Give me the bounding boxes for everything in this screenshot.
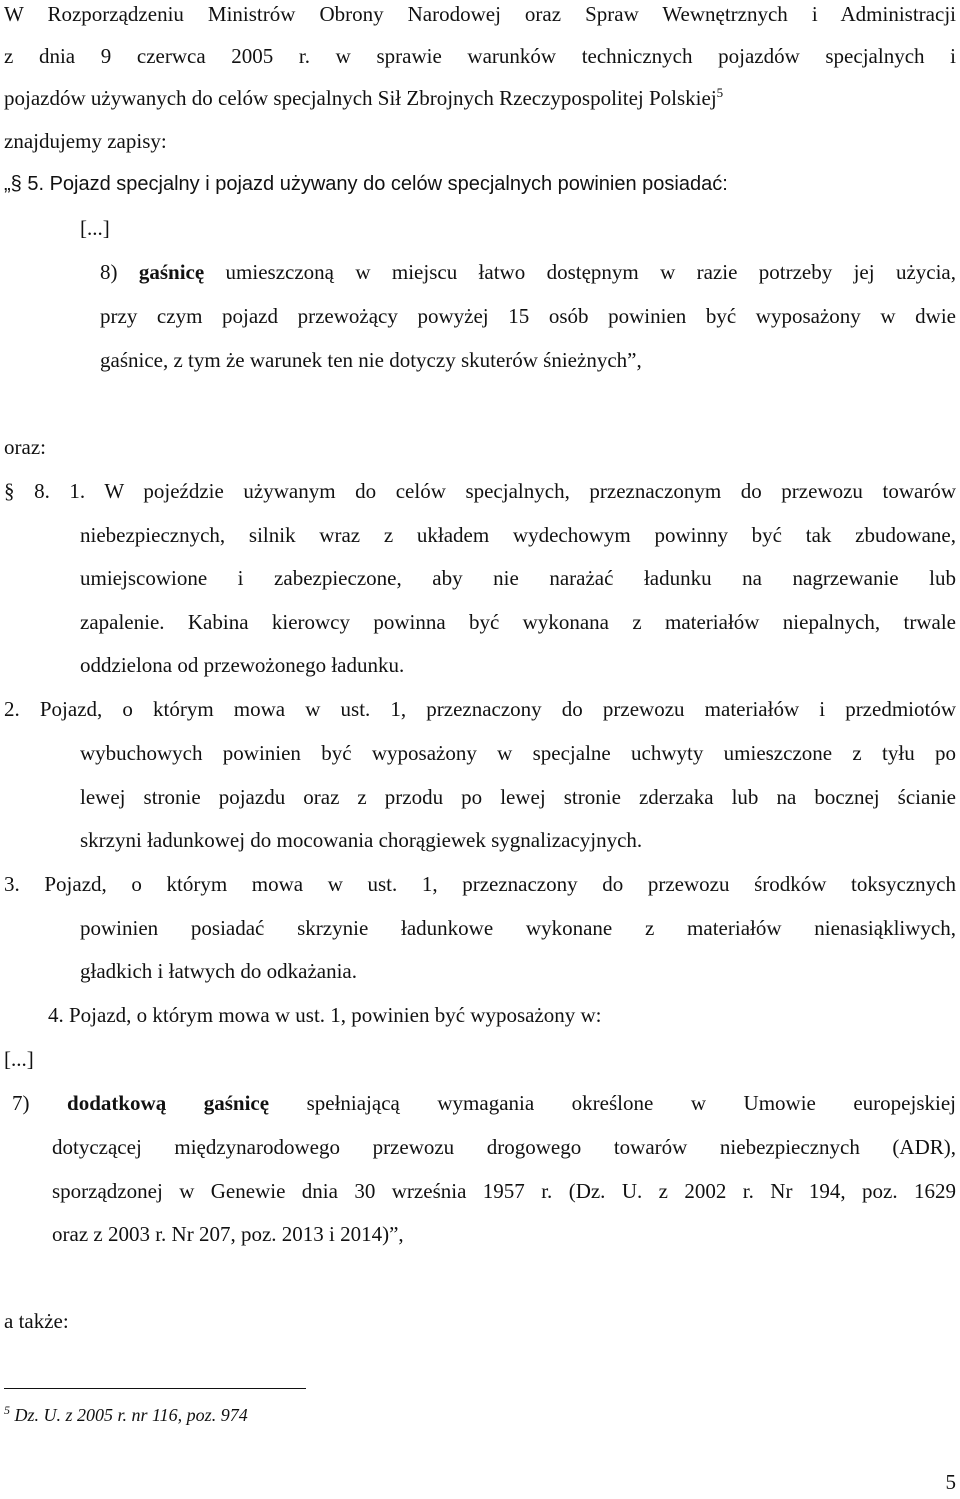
point-8-number: 8) [100,260,118,284]
point-7-line-2: dotyczącej międzynarodowego przewozu drogowego towarów niebezpiecznych (ADR), [52,1135,956,1159]
section-8-2-line-3: lewej stronie pojazdu oraz z przodu po lewej stronie zderzaka lub na bocznej ścianie [80,785,956,809]
section-8-1-line-2: niebezpiecznych, silnik wraz z układem wydechowym powinny być tak zbudowane, [80,523,956,547]
footnote-number: 5 [4,1403,10,1417]
section-8-2-line-4: skrzyni ładunkowej do mocowania chorągiewek sygnalizacyjnych. [80,828,643,852]
point-7-number: 7) [12,1091,30,1115]
point-7-text: spełniającą wymagania określone w Umowie europejskiej [306,1091,956,1115]
section-8-2-line-1: 2. Pojazd, o którym mowa w ust. 1, przeznaczony do przewozu materiałów i przedmiotów [4,697,956,721]
oraz-label: oraz: [4,435,46,459]
section-8-1-line-3: umiejscowione i zabezpieczone, aby nie narażać ładunku na nagrzewanie lub [80,566,956,590]
a-takze-label: a także: [4,1309,69,1333]
quote-heading: „§ 5. Pojazd specjalny i pojazd używany do celów specjalnych powinien posiadać: [4,173,728,195]
section-8-3-line-3: gładkich i łatwych do odkażania. [80,959,357,983]
point-8-line-1 [100,262,956,283]
section-8-4-line-1: 4. Pojazd, o którym mowa w ust. 1, powinien być wyposażony w: [48,1003,602,1027]
footnote-separator [4,1388,306,1389]
section-8-1-line-5: oddzielona od przewożonego ładunku. [80,653,405,677]
point-7-line-1 [12,1093,956,1114]
intro-line-3 [4,85,724,110]
point-8-line-3: gaśnice, z tym że warunek ten nie dotyczy skuterów śnieżnych”, [100,348,642,372]
footnote-text: Dz. U. z 2005 r. nr 116, poz. 974 [14,1405,248,1425]
section-8-1-line-4: zapalenie. Kabina kierowcy powinna być wykonana z materiałów niepalnych, trwale [80,610,956,634]
quote-ellipsis: [...] [80,216,110,240]
point-8-bold: gaśnicę [138,260,205,284]
intro-line-4: znajdujemy zapisy: [4,129,167,153]
section-8-2-line-2: wybuchowych powinien być wyposażony w specjalne uchwyty umieszczone z tyłu po [80,741,956,765]
footnote [4,1403,248,1425]
point-8-line-2: przy czym pojazd przewożący powyżej 15 osób powinien być wyposażony w dwie [100,304,956,328]
section-8-ellipsis: [...] [4,1047,34,1071]
intro-line-2: z dnia 9 czerwca 2005 r. w sprawie warunków technicznych pojazdów specjalnych i [4,44,956,68]
section-8-3-line-1: 3. Pojazd, o którym mowa w ust. 1, przeznaczony do przewozu środków toksycznych [4,872,956,896]
page-number: 5 [945,1470,956,1494]
section-8-3-line-2: powinien posiadać skrzynie ładunkowe wykonane z materiałów nienasiąkliwych, [80,916,956,940]
section-8-1-line-1: § 8. 1. W pojeździe używanym do celów specjalnych, przeznaczonym do przewozu towarów [4,479,956,503]
footnote-ref: 5 [716,85,724,100]
point-8-text: umieszczoną w miejscu łatwo dostępnym w razie potrzeby jej użycia, [225,260,956,284]
point-7-bold: dodatkową gaśnicę [67,1091,270,1115]
point-7-line-4: oraz z 2003 r. Nr 207, poz. 2013 i 2014)”, [52,1222,404,1246]
intro-line-3-text: pojazdów używanych do celów specjalnych Sił Zbrojnych Rzeczypospolitej Polskiej [4,86,717,110]
intro-line-1: W Rozporządzeniu Ministrów Obrony Narodowej oraz Spraw Wewnętrznych i Administracji [4,2,956,26]
point-7-line-3: sporządzonej w Genewie dnia 30 września 1957 r. (Dz. U. z 2002 r. Nr 194, poz. 1629 [52,1179,956,1203]
